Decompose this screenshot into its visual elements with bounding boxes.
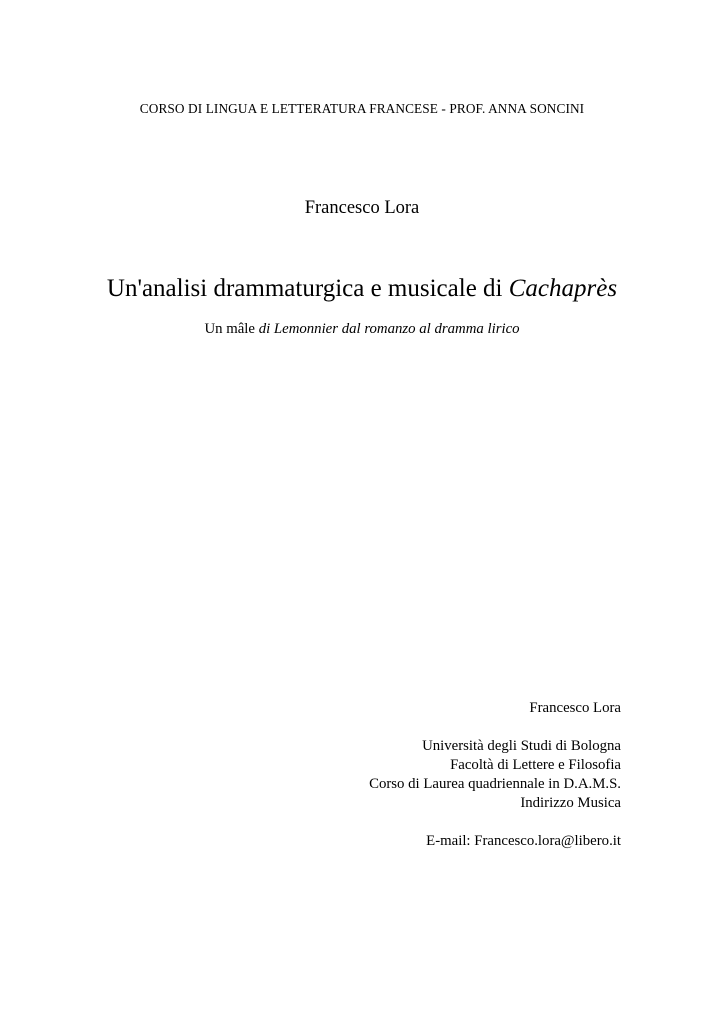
info-track: Indirizzo Musica (520, 795, 621, 811)
document-title (0, 275, 724, 303)
info-name: Francesco Lora (529, 700, 621, 716)
title-italic: Cachaprès (508, 275, 618, 302)
info-spacer (369, 813, 621, 832)
info-course: Corso di Laurea quadriennale in D.A.M.S. (369, 776, 621, 792)
subtitle-italic: di Lemonnier dal romanzo al dramma lirico (258, 321, 520, 337)
info-spacer (369, 718, 621, 737)
document-subtitle (0, 321, 724, 338)
info-email: E-mail: Francesco.lora@libero.it (426, 833, 621, 849)
author-name: Francesco Lora (304, 198, 420, 218)
info-faculty: Facoltà di Lettere e Filosofia (450, 757, 621, 773)
subtitle-text: Un mâle (204, 321, 259, 337)
info-university: Università degli Studi di Bologna (422, 738, 621, 754)
author-info-block (369, 699, 621, 851)
course-header: CORSO DI LINGUA E LETTERATURA FRANCESE - PROF. ANNA SONCINI (139, 101, 585, 116)
title-text: Un'analisi drammaturgica e musicale di (106, 275, 509, 302)
